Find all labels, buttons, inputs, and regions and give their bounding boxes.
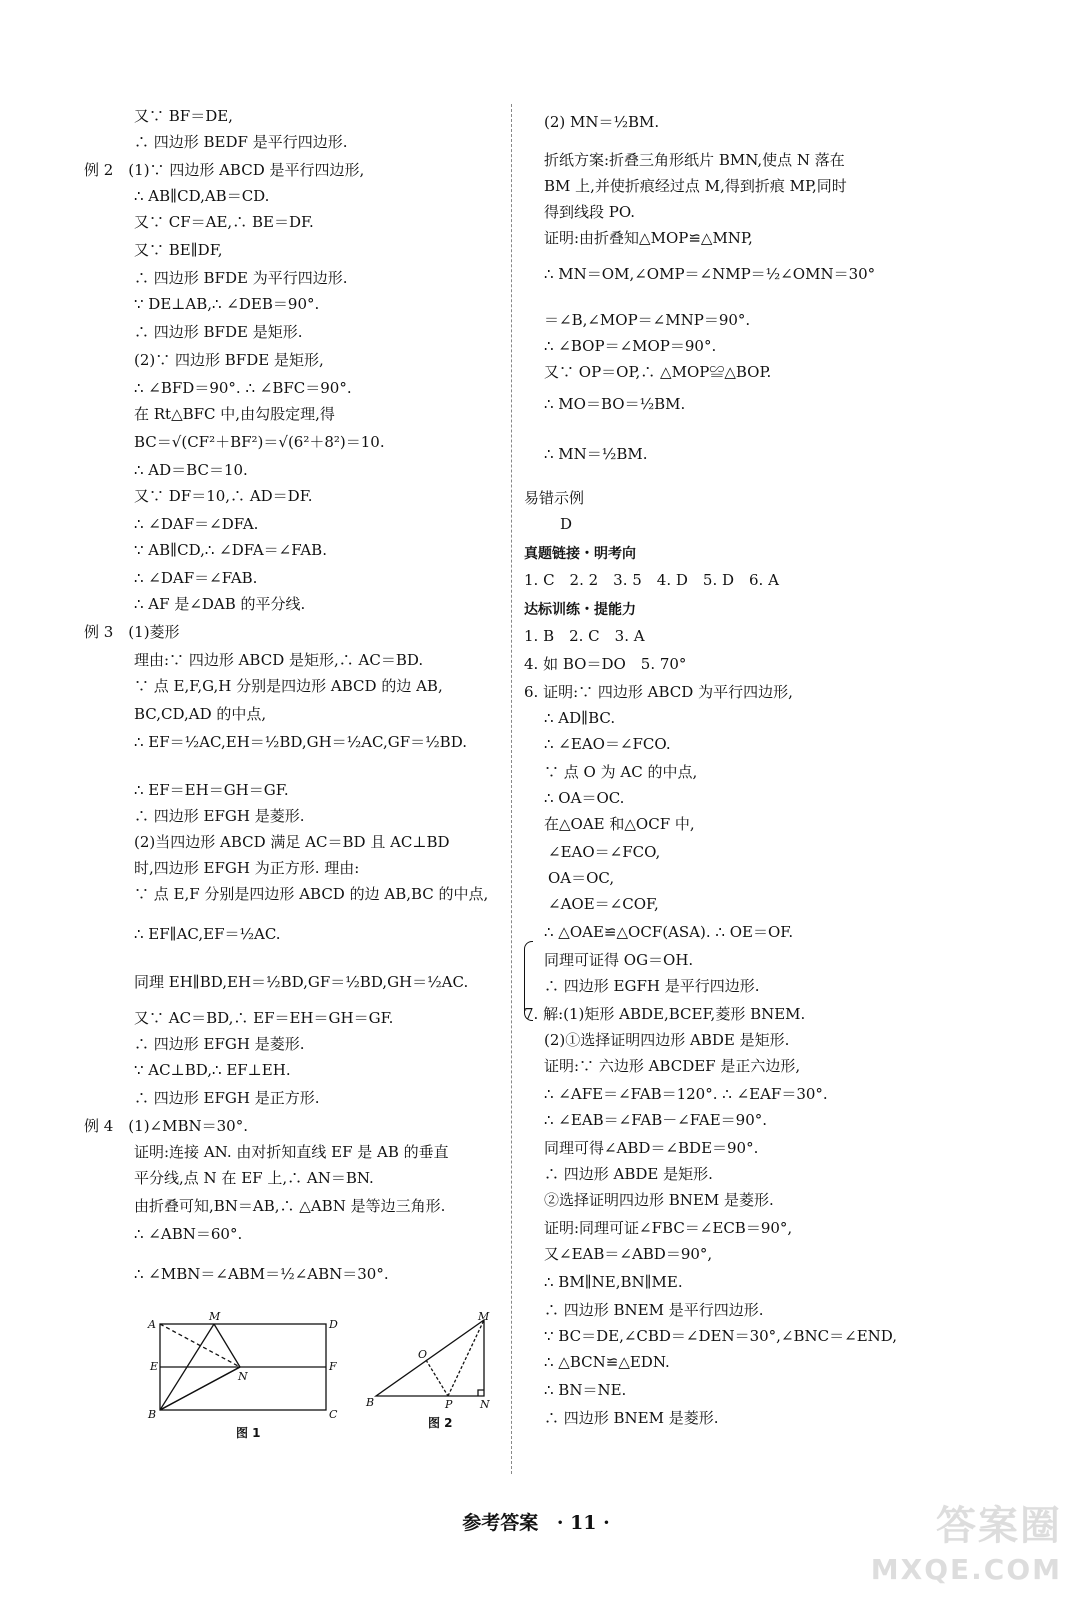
text-line: ∵ 点 O 为 AC 的中点,	[544, 763, 698, 781]
text-line: (2)①选择证明四边形 ABDE 是矩形.	[544, 1031, 790, 1049]
text-line: ∴ ∠BOP＝∠MOP＝90°.	[544, 337, 717, 355]
text-line: 真题链接・明考向	[524, 546, 636, 562]
text-line: 例 2 (1)∵ 四边形 ABCD 是平行四边形,	[84, 161, 365, 179]
text-line: 又∵ BE∥DF,	[134, 241, 223, 259]
text-line: ∴ AF 是∠DAB 的平分线.	[134, 595, 306, 613]
text-line: 由折叠可知,BN＝AB,∴ △ABN 是等边三角形.	[134, 1197, 446, 1215]
text-line: ∵ BC＝DE,∠CBD＝∠DEN＝30°,∠BNC＝∠END,	[544, 1327, 898, 1345]
fig2-label-b: B	[366, 1396, 375, 1409]
text-line: ∴ AB∥CD,AB＝CD.	[134, 187, 270, 205]
text-line: ∴ 四边形 EFGH 是正方形.	[134, 1089, 320, 1107]
text-line: ∴ △OAE≌△OCF(ASA). ∴ OE＝OF.	[544, 923, 794, 941]
watermark-line-1: 答案圈	[936, 1503, 1062, 1549]
text-line: 6. 证明:∵ 四边形 ABCD 为平行四边形,	[524, 683, 793, 701]
text-line: 又∵ BF＝DE,	[134, 107, 233, 125]
text-line: ∠EAO＝∠FCO,	[548, 843, 661, 861]
text-line: 7. 解:(1)矩形 ABDE,BCEF,菱形 BNEM.	[524, 1005, 806, 1023]
text-line: ∵ DE⊥AB,∴ ∠DEB＝90°.	[134, 295, 320, 313]
text-line: ∴ MN＝½BM.	[544, 445, 648, 463]
fig1-label-b: B	[148, 1408, 157, 1421]
figure-2	[364, 1310, 494, 1411]
text-line: ∴ OA＝OC.	[544, 789, 625, 807]
text-line: ∴ ∠ABN＝60°.	[134, 1225, 243, 1243]
text-line: ∠AOE＝∠COF,	[548, 895, 659, 913]
text-line: 在 Rt△BFC 中,由勾股定理,得	[134, 405, 335, 423]
text-line: ∴ ∠MBN＝∠ABM＝½∠ABN＝30°.	[134, 1265, 389, 1283]
text-line: BC＝√(CF²＋BF²)＝√(6²＋8²)＝10.	[134, 433, 385, 451]
text-line: ∴ 四边形 BFDE 为平行四边形.	[134, 269, 348, 287]
fig1-label-n: N	[238, 1370, 248, 1383]
text-line: ∴ 四边形 BNEM 是菱形.	[544, 1409, 719, 1427]
text-line: 4. 如 BO＝DO 5. 70°	[524, 655, 687, 673]
text-line: ∵ 点 E,F 分别是四边形 ABCD 的边 AB,BC 的中点,	[134, 885, 489, 903]
figure-1	[148, 1310, 338, 1421]
text-line: ∵ 点 E,F,G,H 分别是四边形 ABCD 的边 AB,	[134, 677, 443, 695]
footer-title: 参考答案	[462, 1512, 539, 1534]
text-line: 在△OAE 和△OCF 中,	[544, 815, 695, 833]
text-line: BM 上,并使折痕经过点 M,得到折痕 MP,同时	[544, 177, 847, 195]
text-line: 平分线,点 N 在 EF 上,∴ AN＝BN.	[134, 1169, 374, 1187]
fig1-label-e: E	[150, 1360, 159, 1373]
text-line: ∴ MN＝OM,∠OMP＝∠NMP＝½∠OMN＝30°	[544, 265, 876, 283]
text-line: ∴ EF＝½AC,EH＝½BD,GH＝½AC,GF＝½BD.	[134, 733, 467, 751]
fig2-label-o: O	[418, 1348, 428, 1361]
text-line: (2) MN＝½BM.	[544, 113, 660, 131]
text-line: 时,四边形 EFGH 为正方形. 理由:	[134, 859, 360, 877]
text-line: ∴ ∠DAF＝∠FAB.	[134, 569, 258, 587]
text-line: 又∵ DF＝10,∴ AD＝DF.	[134, 487, 313, 505]
text-line: ∴ ∠BFD＝90°. ∴ ∠BFC＝90°.	[134, 379, 352, 397]
text-line: 达标训练・提能力	[524, 602, 636, 618]
text-line: 同理可得∠ABD＝∠BDE＝90°.	[544, 1139, 759, 1157]
text-line: OA＝OC,	[548, 869, 615, 887]
text-line: ∴ EF＝EH＝GH＝GF.	[134, 781, 289, 799]
text-line: ∴ BN＝NE.	[544, 1381, 627, 1399]
page-number: · 11 ·	[556, 1512, 610, 1534]
watermark	[871, 1504, 1062, 1592]
text-line: ∴ 四边形 EFGH 是菱形.	[134, 1035, 305, 1053]
text-line: 同理可证得 OG＝OH.	[544, 951, 694, 969]
text-line: ∴ ∠DAF＝∠DFA.	[134, 515, 259, 533]
text-line: ∴ 四边形 EFGH 是菱形.	[134, 807, 305, 825]
text-line: ②选择证明四边形 BNEM 是菱形.	[544, 1191, 774, 1209]
text-line: (2)∵ 四边形 BFDE 是矩形,	[134, 351, 324, 369]
fig1-label-f: F	[329, 1360, 337, 1373]
text-line: 理由:∵ 四边形 ABCD 是矩形,∴ AC＝BD.	[134, 651, 424, 669]
fig2-label-n: N	[480, 1398, 490, 1411]
text-line: 证明:∵ 六边形 ABCDEF 是正六边形,	[544, 1057, 801, 1075]
text-line: 又∵ OP＝OP,∴ △MOP≌△BOP.	[544, 363, 772, 381]
text-line: ∵ AB∥CD,∴ ∠DFA＝∠FAB.	[134, 541, 327, 559]
text-line: ∴ ∠AFE＝∠FAB＝120°. ∴ ∠EAF＝30°.	[544, 1085, 828, 1103]
text-line: BC,CD,AD 的中点,	[134, 705, 267, 723]
text-line: ∴ △BCN≌△EDN.	[544, 1353, 670, 1371]
text-line: 得到线段 PO.	[544, 203, 636, 221]
fig1-label-c: C	[329, 1408, 338, 1421]
fig1-label-m: M	[209, 1310, 221, 1323]
text-line: ∵ AC⊥BD,∴ EF⊥EH.	[134, 1061, 291, 1079]
fig2-label-m: M	[478, 1310, 490, 1323]
text-line: 证明:同理可证∠FBC＝∠ECB＝90°,	[544, 1219, 793, 1237]
text-line: ∴ ∠EAO＝∠FCO.	[544, 735, 671, 753]
fig1-label-d: D	[329, 1318, 338, 1331]
text-line: 1. B 2. C 3. A	[524, 627, 645, 645]
text-line: (2)当四边形 ABCD 满足 AC＝BD 且 AC⊥BD	[134, 833, 450, 851]
text-line: 折纸方案:折叠三角形纸片 BMN,使点 N 落在	[544, 151, 845, 169]
text-line: 1. C 2. 2 3. 5 4. D 5. D 6. A	[524, 571, 779, 589]
text-line: 例 4 (1)∠MBN＝30°.	[84, 1117, 248, 1135]
text-line: 易错示例	[524, 489, 585, 507]
fig2-label-p: P	[445, 1398, 453, 1411]
text-line: 例 3 (1)菱形	[84, 623, 180, 641]
watermark-line-2: MXQE.COM	[870, 1553, 1062, 1586]
text-line: ∴ MO＝BO＝½BM.	[544, 395, 686, 413]
text-line: 又∵ CF＝AE,∴ BE＝DF.	[134, 213, 314, 231]
text-line: 证明:由折叠知△MOP≌△MNP,	[544, 229, 753, 247]
text-line: ∴ AD∥BC.	[544, 709, 616, 727]
text-line: ∴ 四边形 BNEM 是平行四边形.	[544, 1301, 764, 1319]
fig2-triangle	[376, 1320, 484, 1396]
text-line: ∴ 四边形 BEDF 是平行四边形.	[134, 133, 348, 151]
text-line: 同理 EH∥BD,EH＝½BD,GF＝½BD,GH＝½AC.	[134, 973, 469, 991]
text-line: ∴ BM∥NE,BN∥ME.	[544, 1273, 683, 1291]
column-divider	[511, 104, 512, 1474]
text-line: ∴ ∠EAB＝∠FAB－∠FAE＝90°.	[544, 1111, 768, 1129]
text-line: ∴ 四边形 EGFH 是平行四边形.	[544, 977, 760, 995]
text-line: ∴ 四边形 BFDE 是矩形.	[134, 323, 303, 341]
text-line: ∴ AD＝BC＝10.	[134, 461, 248, 479]
figure-1-caption: 图 1	[236, 1426, 261, 1440]
text-line: 又∠EAB＝∠ABD＝90°,	[544, 1245, 713, 1263]
text-line: ∴ EF∥AC,EF＝½AC.	[134, 925, 281, 943]
text-line: ＝∠B,∠MOP＝∠MNP＝90°.	[544, 311, 751, 329]
text-line: 又∵ AC＝BD,∴ EF＝EH＝GH＝GF.	[134, 1009, 394, 1027]
text-line: D	[560, 515, 573, 533]
text-line: ∴ 四边形 ABDE 是矩形.	[544, 1165, 713, 1183]
text-line: 证明:连接 AN. 由对折知直线 EF 是 AB 的垂直	[134, 1143, 449, 1161]
figure-2-caption: 图 2	[428, 1416, 453, 1430]
fig1-label-a: A	[148, 1318, 156, 1331]
